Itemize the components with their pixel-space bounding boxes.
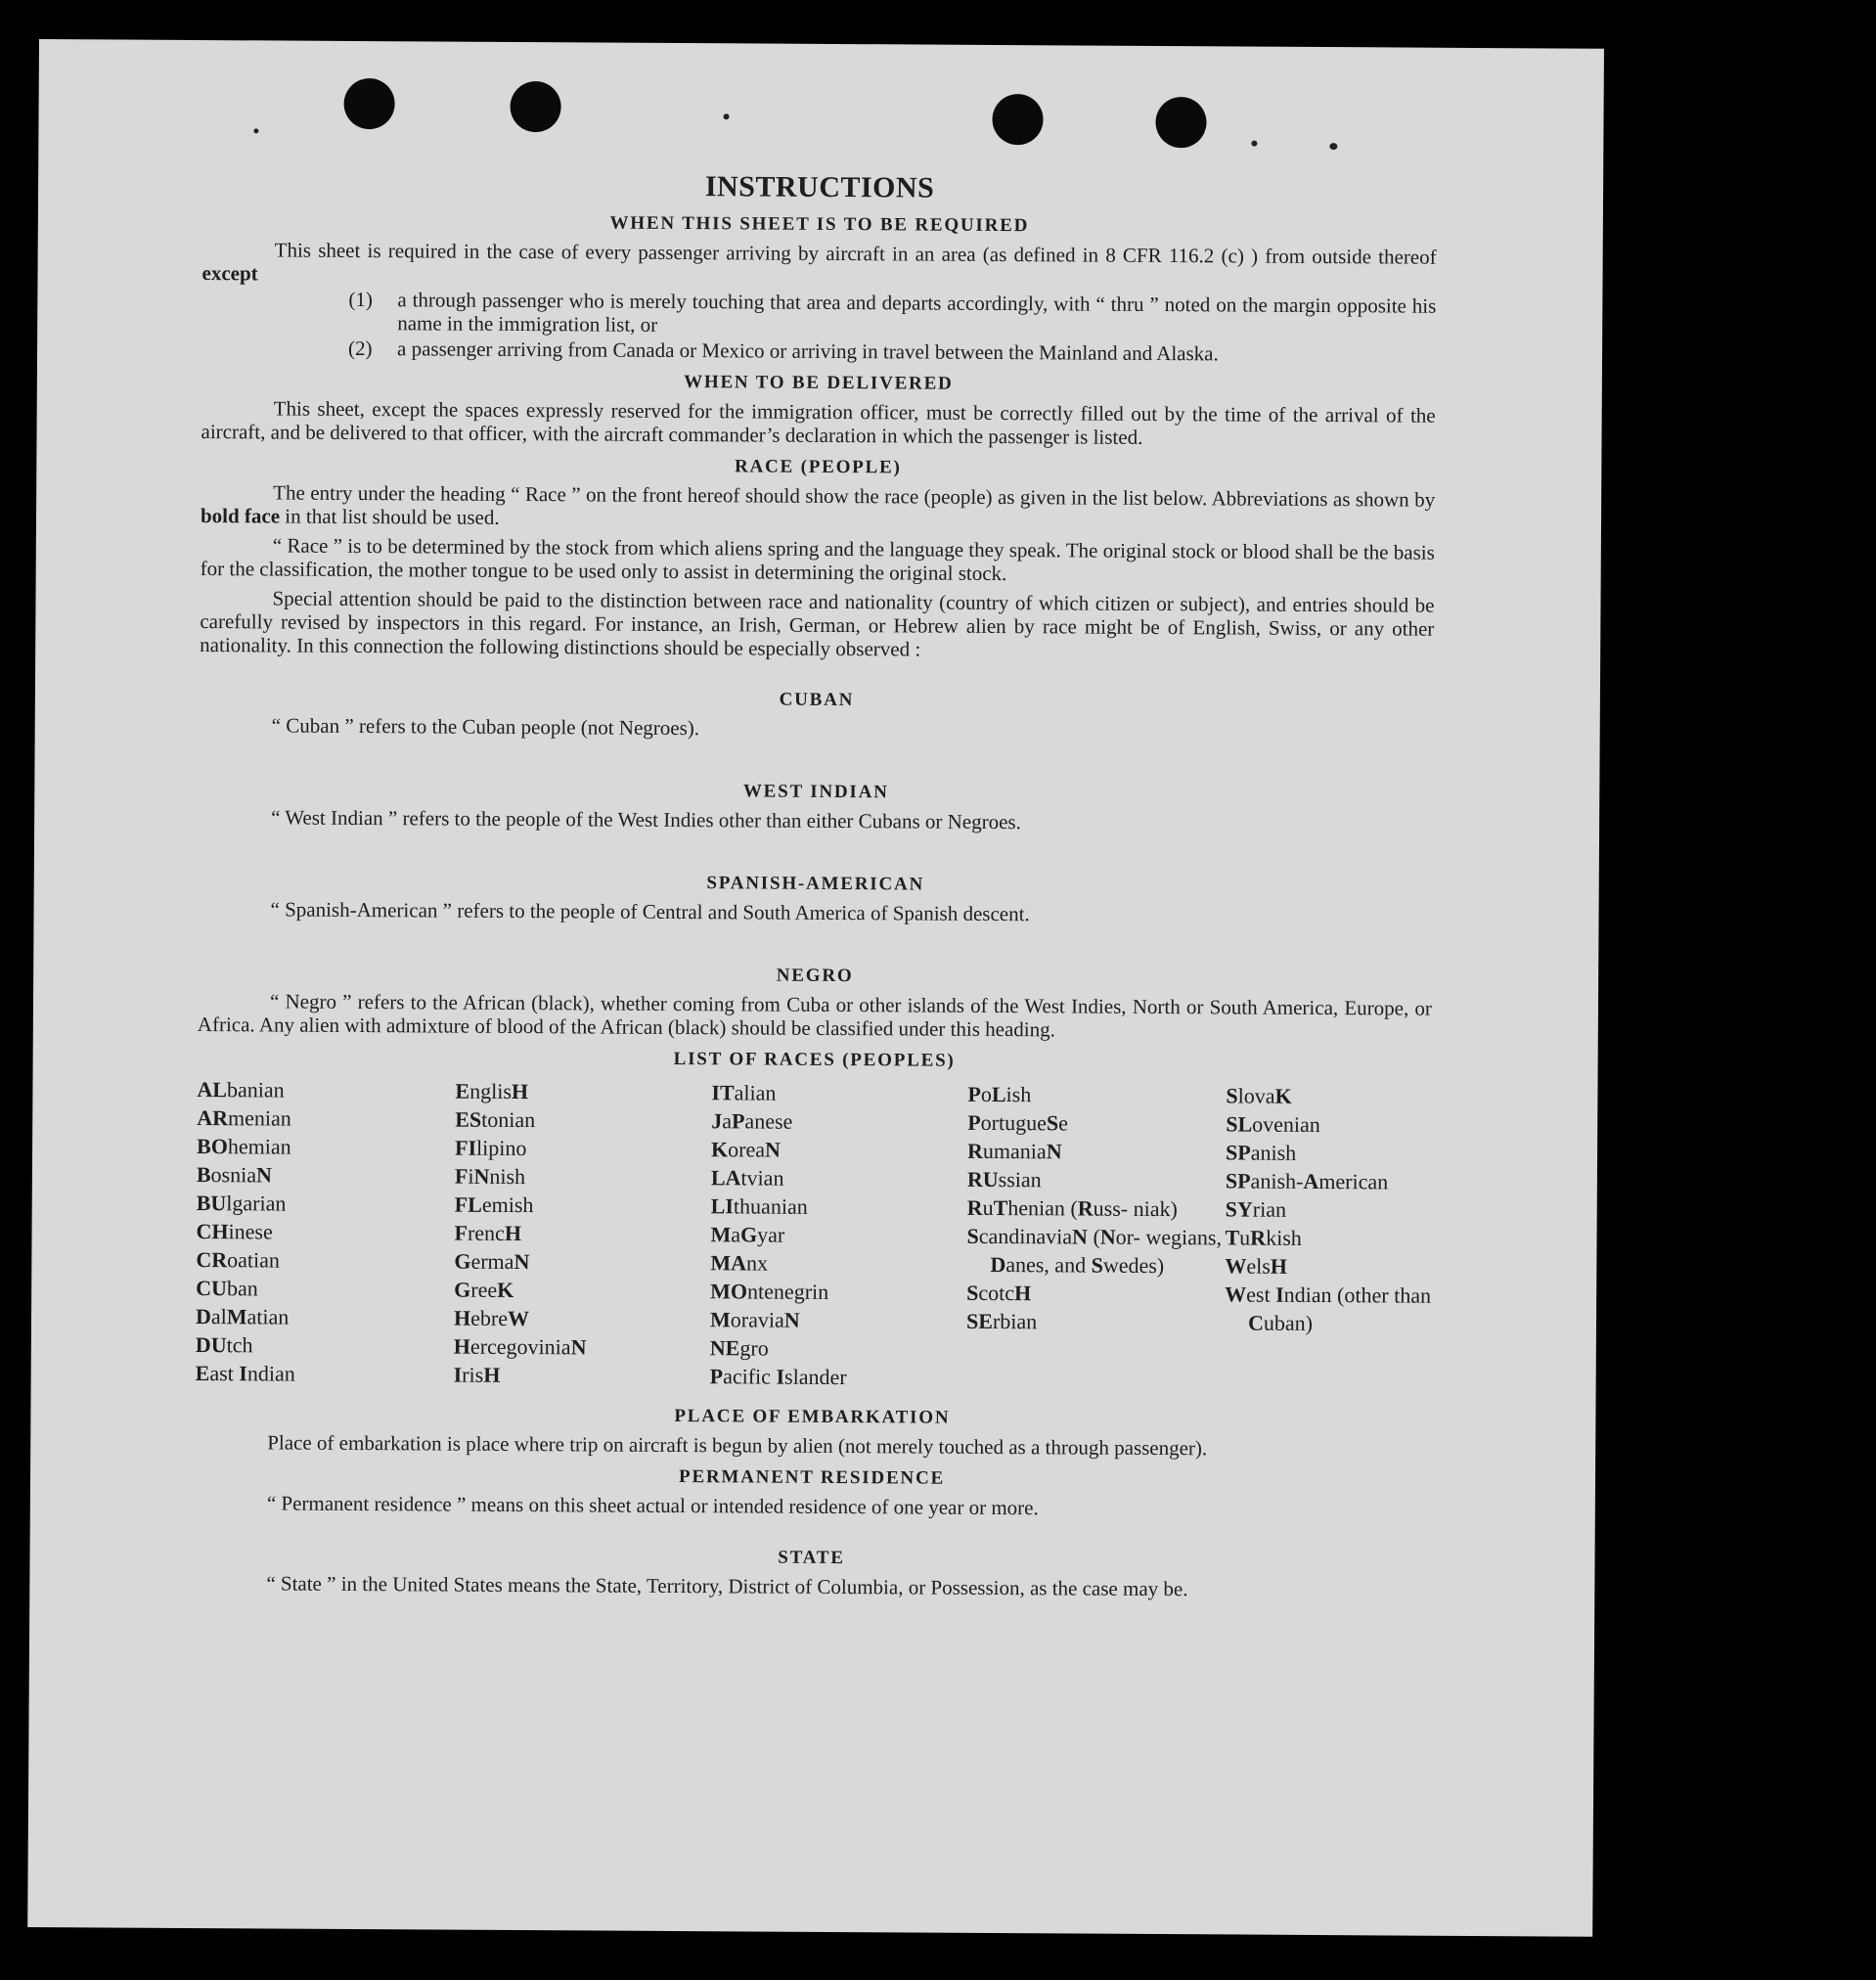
- races-column: [966, 1080, 1227, 1394]
- speck: [1251, 141, 1257, 147]
- paragraph-required: [201, 238, 1436, 292]
- list-item: [348, 288, 1436, 341]
- punch-hole: [343, 78, 394, 129]
- race-entry: SErbian: [965, 1308, 1038, 1334]
- item-number: (2): [348, 336, 373, 361]
- heading-cuban: CUBAN: [779, 689, 855, 711]
- race-entry: MaGyar: [710, 1222, 785, 1247]
- race-entry: MOntenegrin: [710, 1279, 829, 1304]
- heading-when-required: WHEN THIS SHEET IS TO BE REQUIRED: [609, 212, 1030, 237]
- race-entry: LAtvian: [710, 1165, 784, 1191]
- race-entry: HercegoviniaN: [453, 1333, 587, 1360]
- race-entry: BosniaN: [196, 1162, 273, 1188]
- races-column: [454, 1077, 712, 1391]
- race-entry: HebreW: [453, 1305, 530, 1331]
- races-column: [1225, 1081, 1434, 1394]
- instructions-content: [194, 167, 1437, 1602]
- heading-state: STATE: [778, 1547, 845, 1569]
- race-entry: PortugueSe: [967, 1109, 1069, 1136]
- heading-permanent-residence: PERMANENT RESIDENCE: [679, 1466, 946, 1489]
- race-entry: CHinese: [196, 1219, 273, 1244]
- race-entry: FrencH: [454, 1220, 522, 1246]
- race-entry: DUtch: [195, 1332, 253, 1358]
- heading-list-of-races: LIST OF RACES (PEOPLES): [673, 1048, 956, 1071]
- item-text: a passenger arriving from Canada or Mexico or arriving in travel between the Mainland and Alaska.: [397, 337, 1219, 366]
- paragraph-permanent-residence: “ Permanent residence ” means on this sheet actual or intended residence of one year or more.: [266, 1491, 1039, 1520]
- races-column: [710, 1078, 968, 1392]
- paragraph-race-1: [201, 480, 1435, 535]
- race-p1-end: in that list should be used.: [285, 504, 500, 529]
- paragraph-race-3: Special attention should be paid to the distinction between race and nationality (country of which citizen or subject), and entries should be carefully revised by inspectors in this regard. For instance, an Irish, German, or Hebrew alien by race might be of English, Swiss, or any other nationality. In this connection the following distinctions should be especially observed :: [200, 586, 1435, 661]
- race-entry: SLovenian: [1226, 1111, 1320, 1138]
- race-entry: EStonian: [455, 1106, 536, 1133]
- list-item: [348, 337, 1436, 367]
- race-entry: GreeK: [454, 1277, 514, 1302]
- race-entry: PoLish: [967, 1081, 1032, 1107]
- punch-hole: [1155, 97, 1206, 148]
- race-entry: ScandinaviaN (Nor- wegians, Danes, and Swedes): [966, 1223, 1223, 1279]
- race-entry: ARmenian: [197, 1105, 291, 1131]
- paragraph-negro: “ Negro ” refers to the African (black), whether coming from Cuba or other islands of the West Indies, North or South America, Europe, or Africa. Any alien with admixture of blood of the African (black) should be classified under this heading.: [197, 989, 1433, 1042]
- race-entry: SPanish: [1225, 1140, 1297, 1165]
- heading-negro: NEGRO: [776, 965, 854, 987]
- paragraph-delivered: This sheet, except the spaces expressly reserved for the immigration officer, must be correctly filled out by the time of the arrival of the aircraft, and be delivered to that officer, with the aircraft commander’s declaration in which the passenger is listed.: [201, 396, 1436, 449]
- race-entry: KoreaN: [711, 1137, 782, 1162]
- speck: [1329, 143, 1337, 150]
- race-entry: NEgro: [709, 1335, 769, 1361]
- race-entry: DalMatian: [195, 1304, 290, 1329]
- race-entry: FIlipino: [455, 1135, 527, 1161]
- race-entry: WelsH: [1225, 1253, 1288, 1279]
- race-entry: East Indian: [195, 1361, 295, 1386]
- race-entry: MAnx: [710, 1250, 769, 1276]
- punch-hole: [992, 94, 1043, 145]
- race-entry: SYrian: [1225, 1196, 1287, 1222]
- race-entry: FLemish: [454, 1192, 534, 1218]
- race-entry: CUban: [196, 1276, 258, 1301]
- race-entry: TuRkish: [1225, 1225, 1302, 1250]
- item-number: (1): [348, 287, 373, 312]
- item-text: a through passenger who is merely touching that area and departs accordingly, with “ thru ” noted on the margin opposite his name in the immigration list, or: [397, 288, 1437, 337]
- race-entry: MoraviaN: [709, 1307, 800, 1332]
- required-intro: This sheet is required in the case of every passenger arriving by aircraft in an area (as defined in 8 CFR 116.2 (c) ) from outside thereof: [274, 238, 1437, 269]
- race-entry: EnglisH: [455, 1078, 529, 1104]
- punch-hole: [510, 81, 560, 132]
- speck: [724, 113, 730, 119]
- races-column: [196, 1075, 456, 1389]
- race-entry: ITalian: [711, 1080, 777, 1105]
- paragraph-race-2: “ Race ” is to be determined by the stock from which aliens spring and the language they speak. The original stock or blood shall be the basis for the classification, the mother tongue to be used only to assist in determining the original stock.: [200, 533, 1435, 586]
- race-entry: GermaN: [454, 1248, 530, 1275]
- race-p1-bold: bold face: [200, 504, 281, 528]
- race-entry: CRoatian: [196, 1247, 281, 1273]
- race-entry: RuThenian (Russ- niak): [966, 1194, 1178, 1222]
- heading-when-delivered: WHEN TO BE DELIVERED: [684, 372, 954, 394]
- page-title: INSTRUCTIONS: [704, 170, 935, 204]
- heading-west-indian: WEST INDIAN: [742, 781, 889, 803]
- paragraph-cuban: “ Cuban ” refers to the Cuban people (not Negroes).: [271, 713, 700, 741]
- speck: [253, 128, 258, 133]
- heading-race: RACE (PEOPLE): [734, 456, 902, 478]
- race-entry: IrisH: [453, 1362, 501, 1387]
- race-entry: BUlgarian: [196, 1191, 287, 1216]
- race-p1-start: The entry under the heading “ Race ” on the front hereof should show the race (people) as given in the list below. Abbreviations as shown by: [273, 480, 1436, 512]
- race-entry: Pacific Islander: [709, 1364, 847, 1390]
- race-entry: JaPanese: [711, 1108, 793, 1134]
- race-entry: FiNnish: [454, 1163, 526, 1190]
- race-entry: ALbanian: [197, 1077, 285, 1102]
- required-except: except: [201, 261, 258, 286]
- race-entry: SPanish-American: [1225, 1168, 1389, 1194]
- paragraph-west-indian: “ West Indian ” refers to the people of the West Indies other than either Cubans or Negroes.: [271, 805, 1021, 834]
- race-entry: ScotcH: [966, 1280, 1032, 1306]
- heading-embarkation: PLACE OF EMBARKATION: [674, 1405, 951, 1428]
- race-entry: LIthuanian: [710, 1193, 808, 1219]
- races-list: [196, 1075, 1432, 1395]
- race-entry: RumaniaN: [967, 1138, 1062, 1164]
- document-sheet: [27, 39, 1604, 1937]
- heading-spanish-american: SPANISH-AMERICAN: [706, 873, 925, 895]
- race-entry: BOhemian: [197, 1134, 291, 1159]
- paragraph-spanish-american: “ Spanish-American ” refers to the people of Central and South America of Spanish descent.: [270, 897, 1030, 926]
- race-entry: RUssian: [966, 1166, 1042, 1192]
- race-entry: SlovaK: [1226, 1083, 1292, 1108]
- paragraph-state: “ State ” in the United States means the State, Territory, District of Columbia, or Possession, as the case may be.: [266, 1571, 1188, 1601]
- race-entry: West Indian (other than Cuban): [1225, 1282, 1432, 1335]
- paragraph-embarkation: Place of embarkation is place where trip on aircraft is begun by alien (not merely touched as a through passenger).: [267, 1430, 1208, 1461]
